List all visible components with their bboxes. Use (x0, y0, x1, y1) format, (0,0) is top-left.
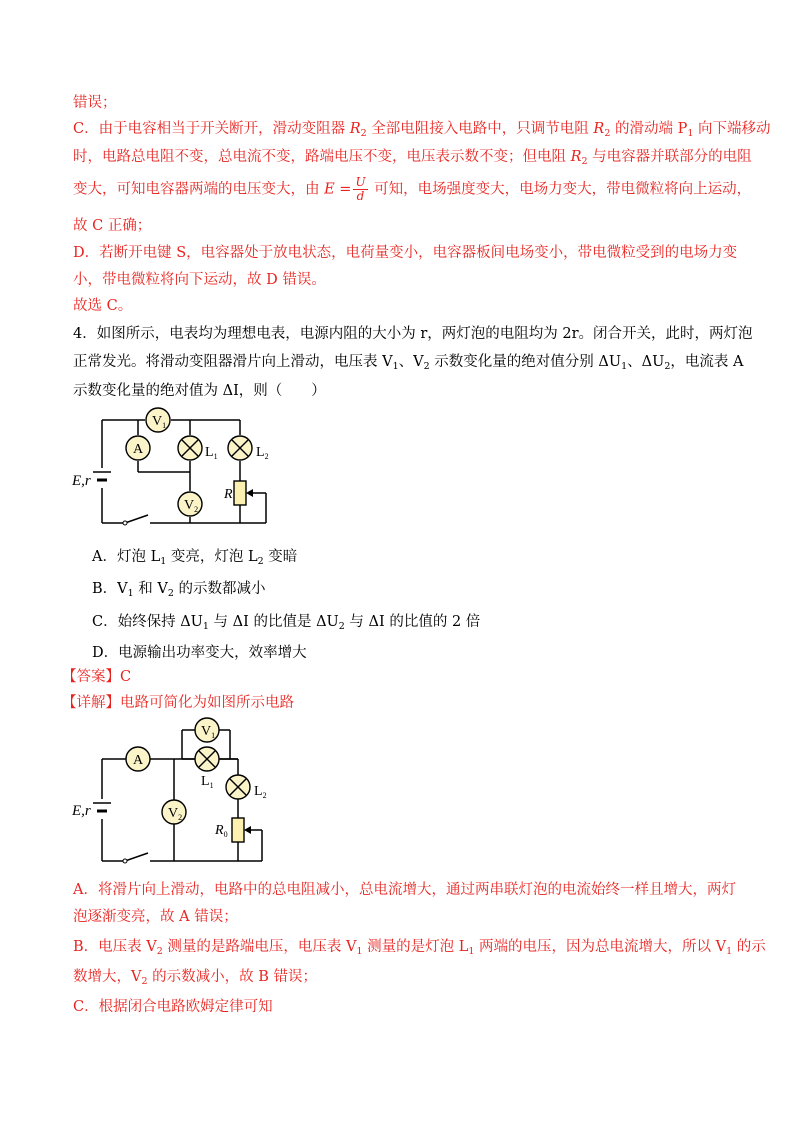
ammeter-a (126, 436, 150, 460)
sol3-c-line4: 故 C 正确； (73, 218, 152, 234)
rheostat-arrow-icon (246, 489, 253, 497)
sol4-a-line2: 泡逐渐变亮，故 A 错误； (73, 909, 238, 925)
battery-icon (93, 472, 111, 480)
rheostat-r (234, 481, 246, 505)
circuit-diagram-2 (70, 712, 300, 868)
formula-fraction: $\frac{U}{d}$ (355, 175, 366, 203)
answer: 【答案】C (62, 669, 132, 685)
q4-stem-line2: 正常发光。将滑动变阻器滑片向上滑动，电压表 $V_1$、$V_2$ 示数变化量的绝对值分别 $\Delta U_1$、$\Delta U_2$，电流表 A (73, 354, 744, 372)
ammeter-a (126, 747, 150, 771)
sol4-c-line: C．根据闭合电路欧姆定律可知 (73, 999, 273, 1015)
voltmeter-v2 (162, 800, 186, 824)
battery-icon (93, 803, 111, 811)
lamp-l2 (228, 436, 252, 460)
sol4-b-line1: B．电压表 $V_2$ 测量的是路端电压，电压表 $V_1$ 测量的是灯泡 $L_1$ 两端的电压，因为总电流增大，所以 $V_1$ 的示 (73, 939, 766, 957)
sol4-a-line1: A．将滑片向上滑动，电路中的总电阻减小，总电流增大，通过两串联灯泡的电流始终一样且增大，两灯 (73, 882, 736, 898)
svg-text:A: A (133, 442, 144, 457)
sol3-c-line2: 时，电路总电阻不变，总电流不变，路端电压不变，电压表示数不变；但电阻 $R_2$ 与电容器并联部分的电阻 (73, 149, 752, 167)
lamp-l2-label: $L_2$ (256, 445, 269, 461)
wrong-header: 错误； (73, 95, 117, 111)
sol3-c-line1: C．由于电容相当于开关断开，滑动变阻器 $R_2$ 全部电阻接入电路中，只调节电阻 $R_2$ 的滑动端 $P_1$ 向下端移动 (73, 121, 771, 139)
switch-icon (123, 859, 127, 863)
switch-icon (123, 521, 127, 525)
lamp-l1 (178, 436, 202, 460)
lamp-l1-label: $L_1$ (201, 774, 214, 790)
q4-stem-line1: 4．如图所示，电表均为理想电表，电源内阻的大小为 r，两灯泡的电阻均为 2r。闭合开关，此时，两灯泡 (73, 326, 753, 342)
lamp-l1 (195, 747, 219, 771)
sol3-d-line2: 小，带电微粒将向下运动，故 D 错误。 (73, 272, 326, 288)
emf-label: E,r (72, 473, 91, 489)
svg-text:V1: $V_1$ (201, 724, 216, 740)
svg-text:V2: $V_2$ (168, 806, 183, 822)
formula-e: E = (324, 181, 352, 198)
option-d: D．电源输出功率变大，效率增大 (92, 645, 307, 661)
lamp-l1-label: $L_1$ (205, 445, 218, 461)
sol3-d-line1: D．若断开电键 S，电容器处于放电状态，电荷量变小，电容器板间电场变小，带电微粒受到的电场力变 (73, 245, 738, 261)
lamp-l2 (226, 775, 250, 799)
rheostat-label: $R_0$ (215, 823, 228, 839)
option-b: B．$V_1$ 和 $V_2$ 的示数都减小 (92, 581, 266, 599)
option-a: A．灯泡 $L_1$ 变亮，灯泡 $L_2$ 变暗 (92, 549, 298, 567)
circuit-diagram-1 (70, 402, 290, 530)
q4-stem-line3: 示数变化量的绝对值为 ΔI，则（ ） (73, 383, 326, 399)
rheostat-r0 (232, 818, 244, 842)
svg-text:V1: $V_1$ (152, 414, 167, 430)
sol4-b-line2: 数增大，$V_2$ 的示数减小，故 B 错误； (73, 969, 318, 987)
rheostat-label: R (224, 487, 233, 502)
voltmeter-v1 (195, 718, 219, 742)
voltmeter-v1 (146, 408, 170, 432)
svg-text:V2: $V_2$ (184, 498, 199, 514)
sol3-choose: 故选 C。 (73, 298, 133, 314)
option-c: C．始终保持 $\Delta U_1$ 与 ΔI 的比值是 $\Delta U_2$ 与 ΔI 的比值的 2 倍 (92, 614, 481, 632)
sol3-c-line3: 变大，可知电容器两端的电压变大，由 E = $\frac{U}{d}$ 可知，电场强度变大，电场力变大，带电微粒将向上运动， (73, 175, 752, 203)
emf-label: E,r (72, 803, 91, 819)
lamp-l2-label: $L_2$ (254, 784, 267, 800)
detail-line: 【详解】电路可简化为如图所示电路 (62, 695, 294, 711)
voltmeter-v2 (178, 492, 202, 516)
svg-text:A: A (133, 753, 144, 768)
rheostat-arrow-icon (244, 826, 251, 834)
